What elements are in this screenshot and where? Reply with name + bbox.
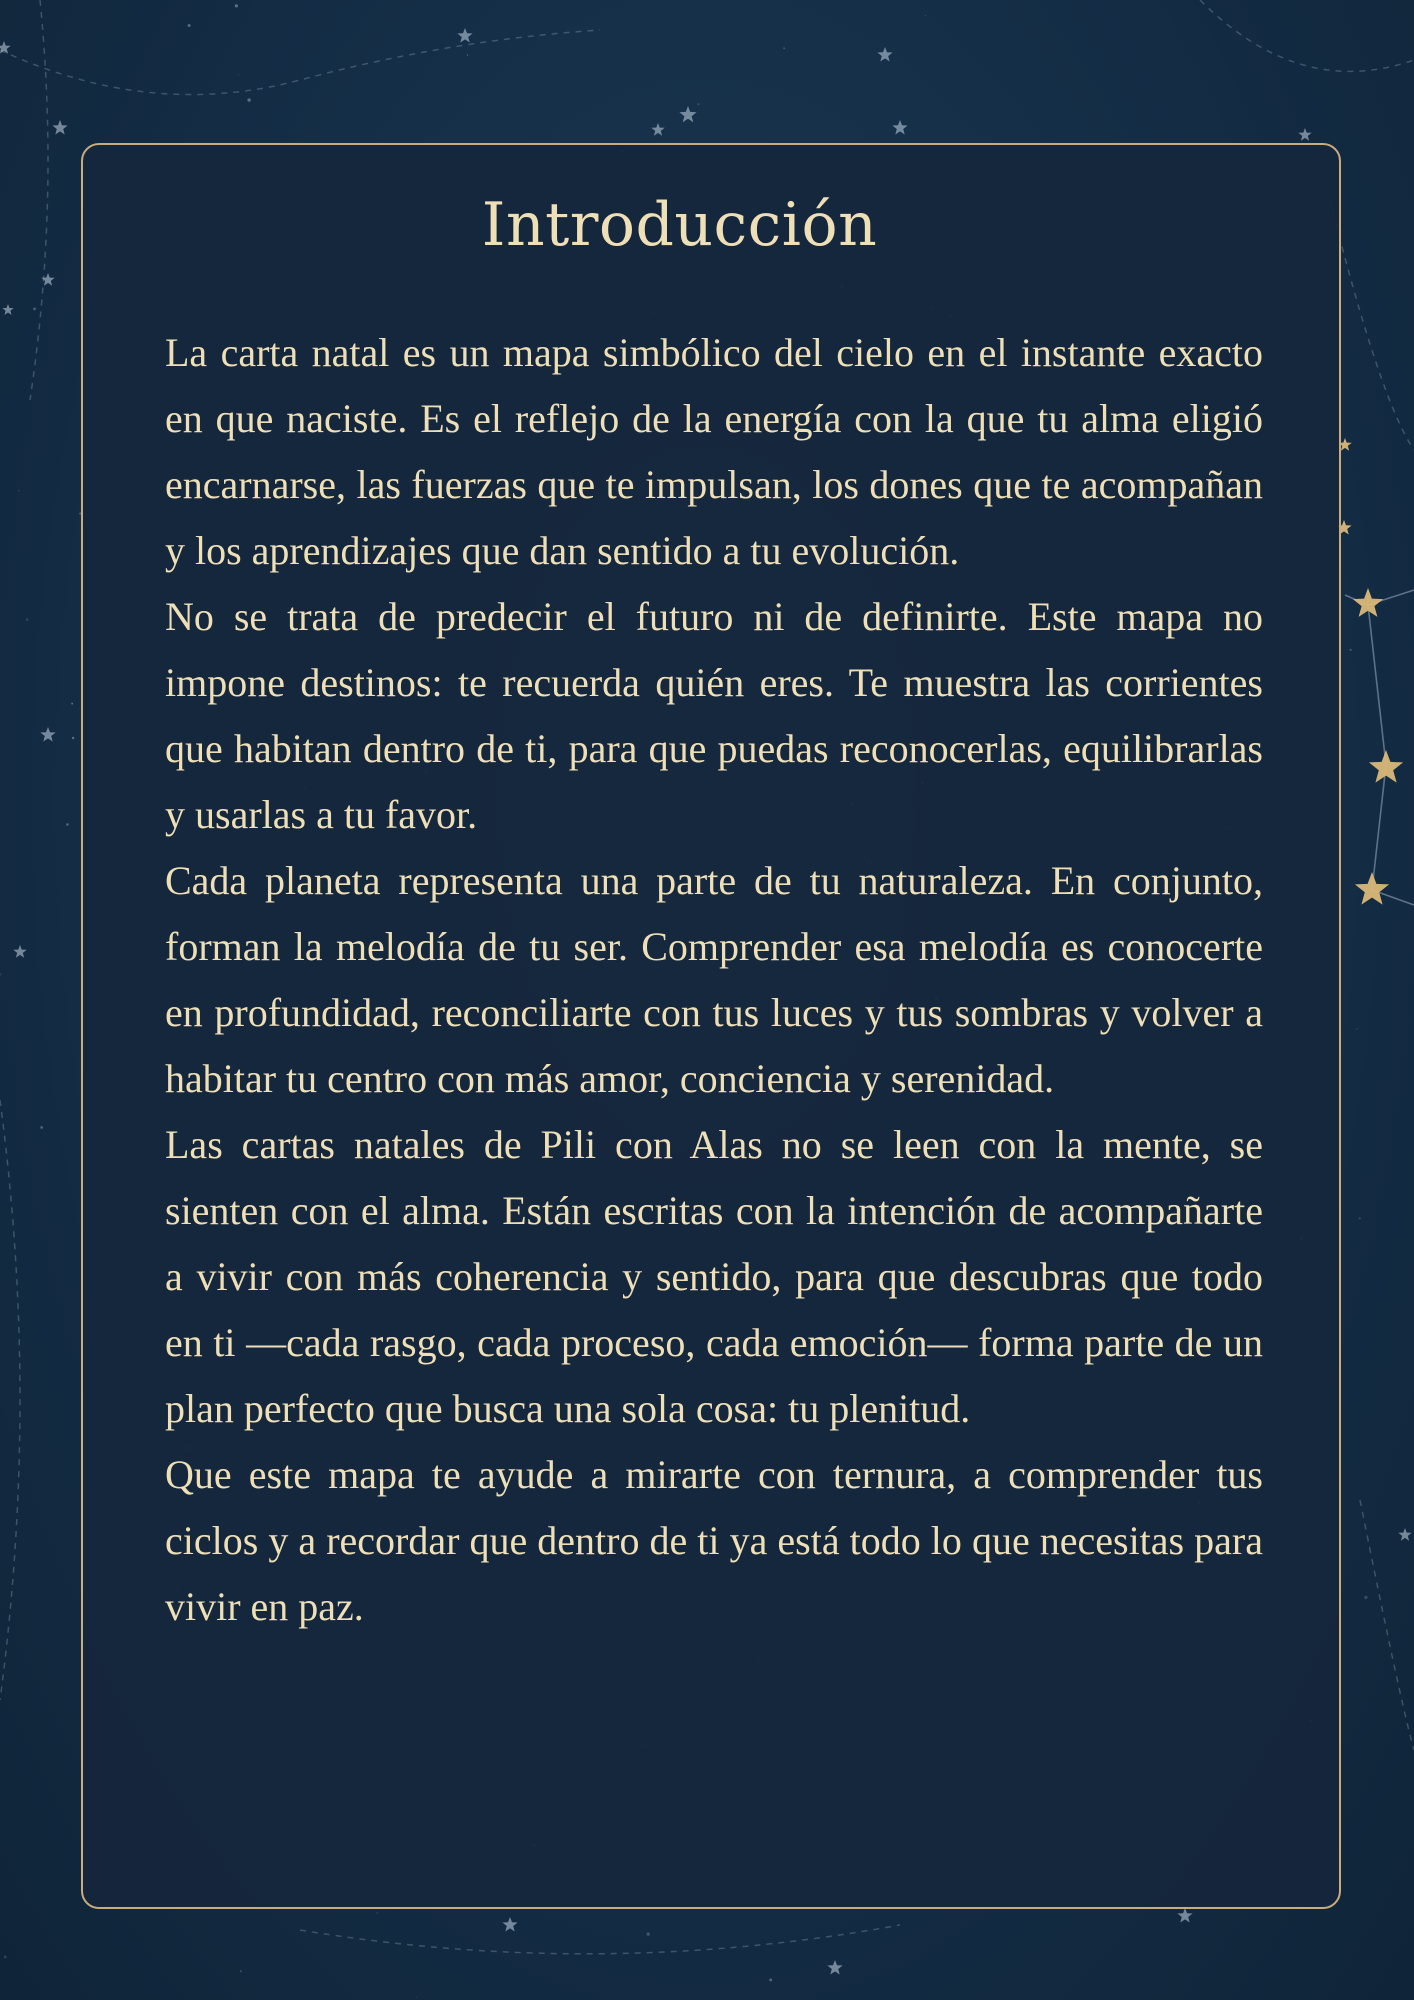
paragraph-3: Cada planeta representa una parte de tu naturaleza. En conjunto, forman la melodía de tu ser. Comprender esa melodía es conocerte en profundidad, reconciliarte con tus luces y tus sombras y volver a habitar tu centro con más amor, conciencia y serenidad. [165, 858, 1263, 1101]
paragraph-5: Que este mapa te ayude a mirarte con ternura, a comprender tus ciclos y a recordar que dentro de ti ya está todo lo que necesitas para vivir en paz. [165, 1452, 1263, 1629]
star-dust [1359, 1217, 1361, 1219]
star-dust [240, 1970, 242, 1972]
star-icon [1369, 750, 1403, 783]
star-dust [26, 618, 29, 621]
star-dust [4, 1956, 7, 1959]
star-dust [377, 1912, 378, 1913]
star-icon [651, 123, 664, 136]
star-dust [18, 490, 19, 491]
star-dust [925, 15, 926, 16]
star-dust [698, 103, 700, 105]
star-dust [467, 54, 468, 55]
star-icon [1177, 1908, 1192, 1923]
paragraph-1: La carta natal es un mapa simbólico del cielo en el instante exacto en que naciste. Es el reflejo de la energía con la que tu alma eligió encarnarse, las fuerzas que te impulsan, los dones que te acompañan y los aprendizajes que dan sentido a tu evolución. [165, 330, 1263, 573]
star-dust [647, 1932, 650, 1935]
star-icon [52, 120, 67, 135]
star-icon [2, 304, 13, 315]
body-text [165, 320, 1263, 1640]
star-dust [40, 1126, 43, 1129]
star-icon [41, 273, 54, 286]
star-dust [416, 1997, 417, 1998]
star-dust [783, 47, 785, 49]
star-icon [1355, 872, 1389, 905]
star-icon [457, 28, 472, 43]
star-dust [769, 1979, 772, 1982]
content-panel [81, 143, 1341, 1909]
star-dust [1350, 649, 1352, 651]
star-icon [1398, 1528, 1411, 1541]
star-icon [1298, 128, 1311, 141]
star-icon [892, 120, 907, 135]
star-icon [827, 1960, 842, 1975]
star-dust [188, 24, 191, 27]
page-title: Introducción [481, 190, 878, 260]
star-dust [71, 703, 73, 705]
paragraph-4: Las cartas natales de Pili con Alas no se leen con la mente, se sienten con el alma. Están escritas con la intención de acompañarte a vivir con más coherencia y sentido, para que descubras que todo en ti —cada rasgo, cada proceso, cada emoción— forma parte de un plan perfecto que busca una sola cosa: tu plenitud. [165, 1122, 1263, 1431]
star-icon [0, 41, 11, 54]
star-dust [1364, 1596, 1367, 1599]
star-icon [502, 1917, 517, 1932]
star-dust [238, 74, 239, 75]
star-icon [13, 945, 26, 958]
star-dust [1356, 1028, 1357, 1029]
star-icon [1353, 588, 1383, 617]
star-dust [247, 98, 250, 101]
star-dust [33, 308, 36, 311]
star-dust [66, 823, 69, 826]
star-dust [0, 973, 1, 975]
star-icon [877, 47, 892, 62]
star-icon [679, 106, 696, 122]
star-dust [235, 4, 238, 7]
paragraph-2: No se trata de predecir el futuro ni de definirte. Este mapa no impone destinos: te recuerda quién eres. Te muestra las corrientes que habitan dentro de ti, para que puedas reconocerlas, equilibrarlas y usarlas a tu favor. [165, 594, 1263, 837]
star-dust [72, 737, 74, 739]
star-icon [40, 727, 55, 742]
